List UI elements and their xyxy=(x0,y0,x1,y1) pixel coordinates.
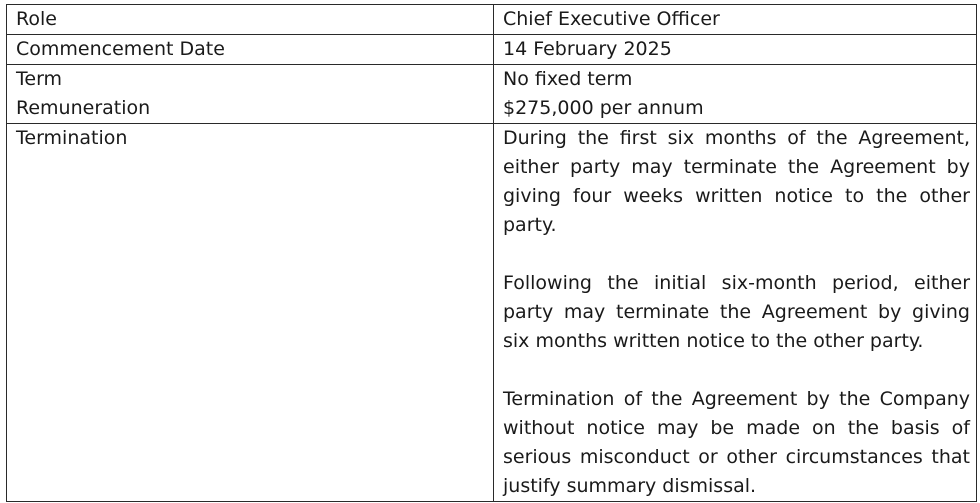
row-value-termination xyxy=(494,124,977,502)
row-label-commencement-date: Commencement Date xyxy=(7,35,494,65)
row-value-commencement-date: 14 February 2025 xyxy=(494,35,977,65)
table-row xyxy=(7,65,977,95)
row-label-termination: Termination xyxy=(7,124,494,502)
termination-paragraph-without-notice: Termination of the Agreement by the Company without notice may be made on the basis of serious misconduct or other circumstances that justify summary dismissal. xyxy=(503,388,970,497)
employment-terms-table xyxy=(6,4,977,502)
row-label-remuneration: Remuneration xyxy=(7,94,494,124)
row-value-role: Chief Executive Officer xyxy=(494,5,977,35)
row-label-role: Role xyxy=(7,5,494,35)
termination-paragraph-first-six-months: During the first six months of the Agreement, either party may terminate the Agreement by giving four weeks written notice to the other party. xyxy=(503,127,970,236)
termination-paragraph-after-six-months: Following the initial six-month period, either party may terminate the Agreement by giving six months written notice to the other party. xyxy=(503,272,970,352)
table-row xyxy=(7,94,977,124)
table-row-termination xyxy=(7,124,977,502)
row-value-remuneration: $275,000 per annum xyxy=(494,94,977,124)
row-label-term: Term xyxy=(7,65,494,95)
table-row xyxy=(7,5,977,35)
row-value-term: No fixed term xyxy=(494,65,977,95)
table-row xyxy=(7,35,977,65)
